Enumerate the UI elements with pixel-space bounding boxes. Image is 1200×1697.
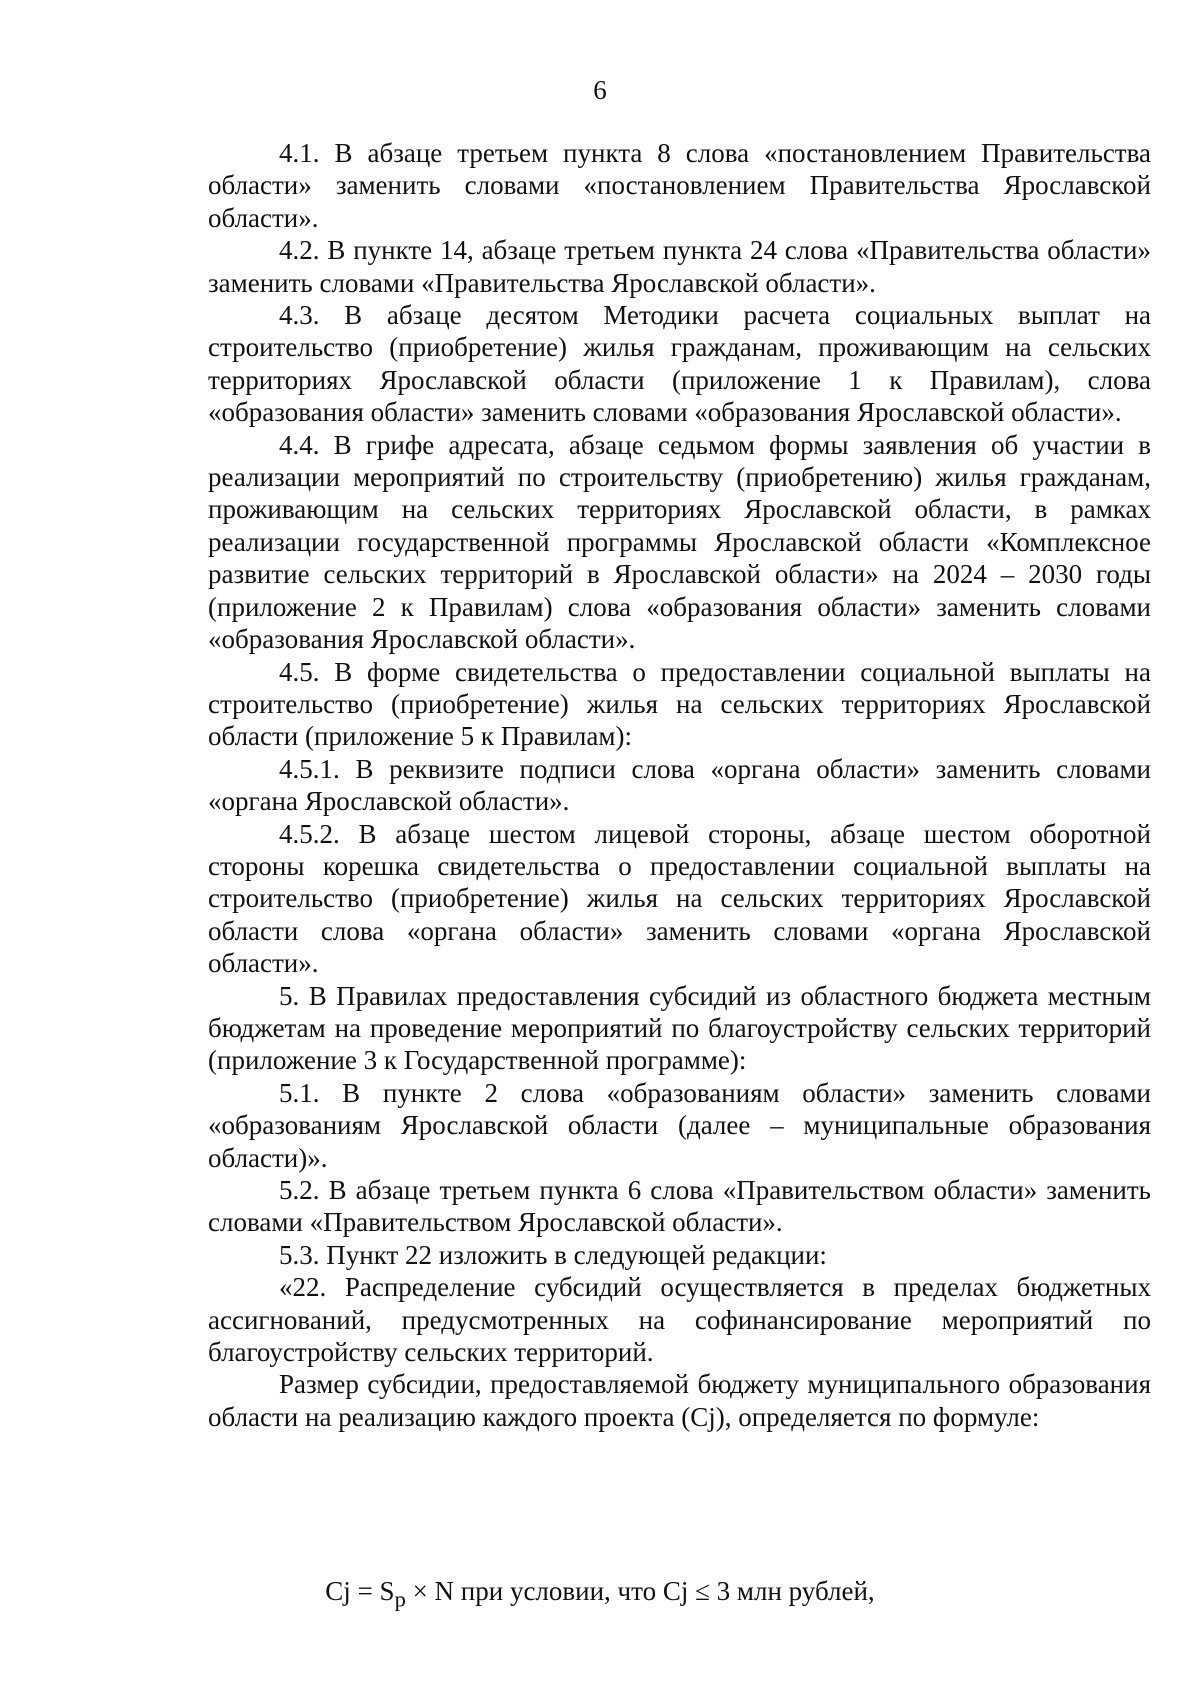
paragraph-subsidy-size: Размер субсидии, предоставляемой бюджету муниципального образования области на реализацию каждого проекта (Cj), определяется по формуле: [208, 1369, 1151, 1432]
paragraph-22: «22. Распределение субсидий осуществляется в пределах бюджетных ассигнований, предусмотренных на софинансирование мероприятий по благоустройству сельских территорий. [208, 1272, 1151, 1368]
paragraph-5-3: 5.3. Пункт 22 изложить в следующей редакции: [279, 1239, 827, 1270]
page-number: 6 [593, 75, 607, 105]
formula-lhs: Cj [325, 1576, 351, 1606]
formula-rest: × N при условии, что Cj ≤ 3 млн рублей, [405, 1576, 875, 1606]
paragraph-4-1: 4.1. В абзаце третьем пункта 8 слова «постановлением Правительства области» заменить словами «постановлением Правительства Ярославской области». [208, 138, 1151, 233]
paragraph-4-2: 4.2. В пункте 14, абзаце третьем пункта 24 слова «Правительства области» заменить словами «Правительства Ярославской области». [208, 235, 1151, 298]
formula-s-base: S [379, 1576, 395, 1606]
paragraph-5-2: 5.2. В абзаце третьем пункта 6 слова «Правительством области» заменить словами «Правительством Ярославской области». [208, 1175, 1151, 1238]
formula-s-subscript: р [394, 1586, 406, 1612]
paragraph-5: 5. В Правилах предоставления субсидий из областного бюджета местным бюджетам на проведение мероприятий по благоустройству сельских территорий (приложение 3 к Государственной программе): [208, 980, 1151, 1076]
document-body [208, 137, 1151, 1433]
paragraph-5-1: 5.1. В пункте 2 слова «образованиям области» заменить словами «образованиям Ярославской области (далее – муниципальные образования области)». [208, 1077, 1151, 1173]
formula-equals: = [350, 1576, 380, 1606]
paragraph-4-4: 4.4. В грифе адресата, абзаце седьмом формы заявления об участии в реализации мероприятий по строительству (приобретению) жилья гражданам, проживающим на сельских территориях Ярославской области, в рамках реализации государственной программы Ярославской области «Комплексное развитие сельских территорий в Ярославской области» на 2024 – 2030 годы (приложение 2 к Правилам) слова «образования области» заменить словами «образования Ярославской области». [208, 429, 1151, 655]
paragraph-4-5-2: 4.5.2. В абзаце шестом лицевой стороны, абзаце шестом оборотной стороны корешка свидетельства о предоставлении социальной выплаты на строительство (приобретение) жилья на сельских территориях Ярославской области слова «органа области» заменить словами «органа Ярославской области». [208, 818, 1151, 979]
paragraph-4-5-1: 4.5.1. В реквизите подписи слова «органа области» заменить словами «органа Ярославской области». [208, 753, 1151, 817]
paragraph-4-3: 4.3. В абзаце десятом Методики расчета социальных выплат на строительство (приобретение) жилья гражданам, проживающим на сельских территориях Ярославской области (приложение 1 к Правилам), слова «образования области» заменить словами «образования Ярославской области». [208, 300, 1151, 428]
paragraph-4-5: 4.5. В форме свидетельства о предоставлении социальной выплаты на строительство (приобретение) жилья на сельских территориях Ярославской области (приложение 5 к Правилам): [208, 656, 1151, 752]
subsidy-formula [0, 1573, 1200, 1617]
